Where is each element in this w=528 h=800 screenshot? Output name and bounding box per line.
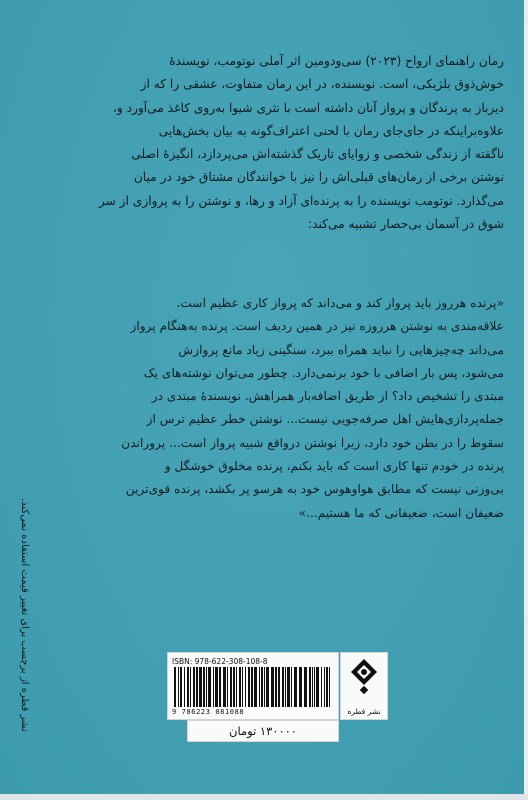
quote-line: ضعیفان است، ضعیفانی که ما هستیم...» bbox=[298, 505, 504, 520]
page-edge-right bbox=[524, 0, 528, 800]
quote-line: مبتدی را تشخیص داد؟ از طریق اضافه‌بار همراهش. نویسندهٔ مبتدی در bbox=[151, 389, 504, 404]
publisher-logo bbox=[340, 652, 388, 720]
description-line: می‌گذارد. نوتومب نویسنده را به پرنده‌ای آزاد و رها، و نوشتن را به پروازی از سر bbox=[98, 193, 504, 208]
description-line: نوشتن برخی از رمان‌های قبلی‌اش را نیز با خوانندگان مشتاق خود در میان bbox=[133, 170, 504, 185]
description-line: علاوه‌براینکه در جای‌جای رمان با لحنی اعتراف‌گونه به بیان بخش‌هایی bbox=[158, 123, 504, 138]
isbn-number: ISBN: 978-622-308-108-8 bbox=[172, 657, 268, 666]
quote-line: پرنده در خودم تنها کاری است که باید بکنم، پرنده مخلوق خوشگل و bbox=[164, 459, 504, 474]
description-line: دیرباز به پرندگان و پرواز آنان داشته است با نثری شیوا به‌روی کاغذ می‌آورد و، bbox=[112, 100, 504, 115]
description-line: رمان راهنمای ارواح (۲۰۲۳) سی‌ودومین اثر آملی نوتومب، نویسندهٔ bbox=[169, 54, 504, 68]
publisher-name: نشر قطره bbox=[347, 707, 381, 716]
barcode-digits: 9 786223 081088 bbox=[172, 708, 245, 716]
page-edge-bottom bbox=[0, 794, 528, 800]
quote-line: «پرنده هرروز باید پرواز کند و می‌داند که پرواز کاری عظیم است. bbox=[176, 296, 504, 310]
book-description bbox=[34, 50, 504, 236]
price-label-note: نشر قطره از برچسب برای تغییر قیمت استفاده نمی‌کند. bbox=[19, 498, 30, 732]
quote-line: می‌شود، پس بار اضافی با خود برنمی‌دارد. چطور می‌توان نوشته‌های یک bbox=[143, 365, 504, 380]
quote-line: علاقه‌مندی به نوشتن هرروزه نیز در همین ردیف است. پرنده به‌هنگام پرواز bbox=[130, 319, 504, 334]
barcode-panel bbox=[167, 652, 339, 720]
description-line: شوق در آسمان بی‌حصار تشبیه می‌کند: bbox=[307, 217, 504, 232]
description-line: خوش‌ذوق بلژیکی، است. نویسنده، در این رمان متفاوت، عشقی را که از bbox=[140, 77, 504, 92]
quote-line: می‌داند چه‌چیزهایی را نباید همراه ببرد، سنگینی زیاد مانع پروازش bbox=[178, 342, 504, 357]
book-quote bbox=[34, 292, 504, 525]
publisher-logo-icon bbox=[341, 653, 387, 701]
barcode-icon bbox=[172, 667, 332, 707]
description-line: ناگفته از زندگی شخصی و زوایای تاریک گذشته‌اش می‌پردازد، انگیزهٔ اصلی bbox=[131, 147, 504, 162]
quote-line: بی‌وزنی نیست که مطابق هواوهوس خود به هرسو پر بکشد، پرنده قوی‌ترین bbox=[125, 482, 504, 497]
price-tag: ۱۳۰۰۰۰ تومان bbox=[187, 720, 339, 742]
quote-line: جمله‌پردازی‌هایش اهل صرفه‌جویی نیست... نوشتن خطر عظیم ترس از bbox=[146, 412, 504, 427]
quote-line: سقوط را در بطن خود دارد، زیرا نوشتن درواقع شبیه پرواز است... پروراندن bbox=[121, 435, 504, 450]
